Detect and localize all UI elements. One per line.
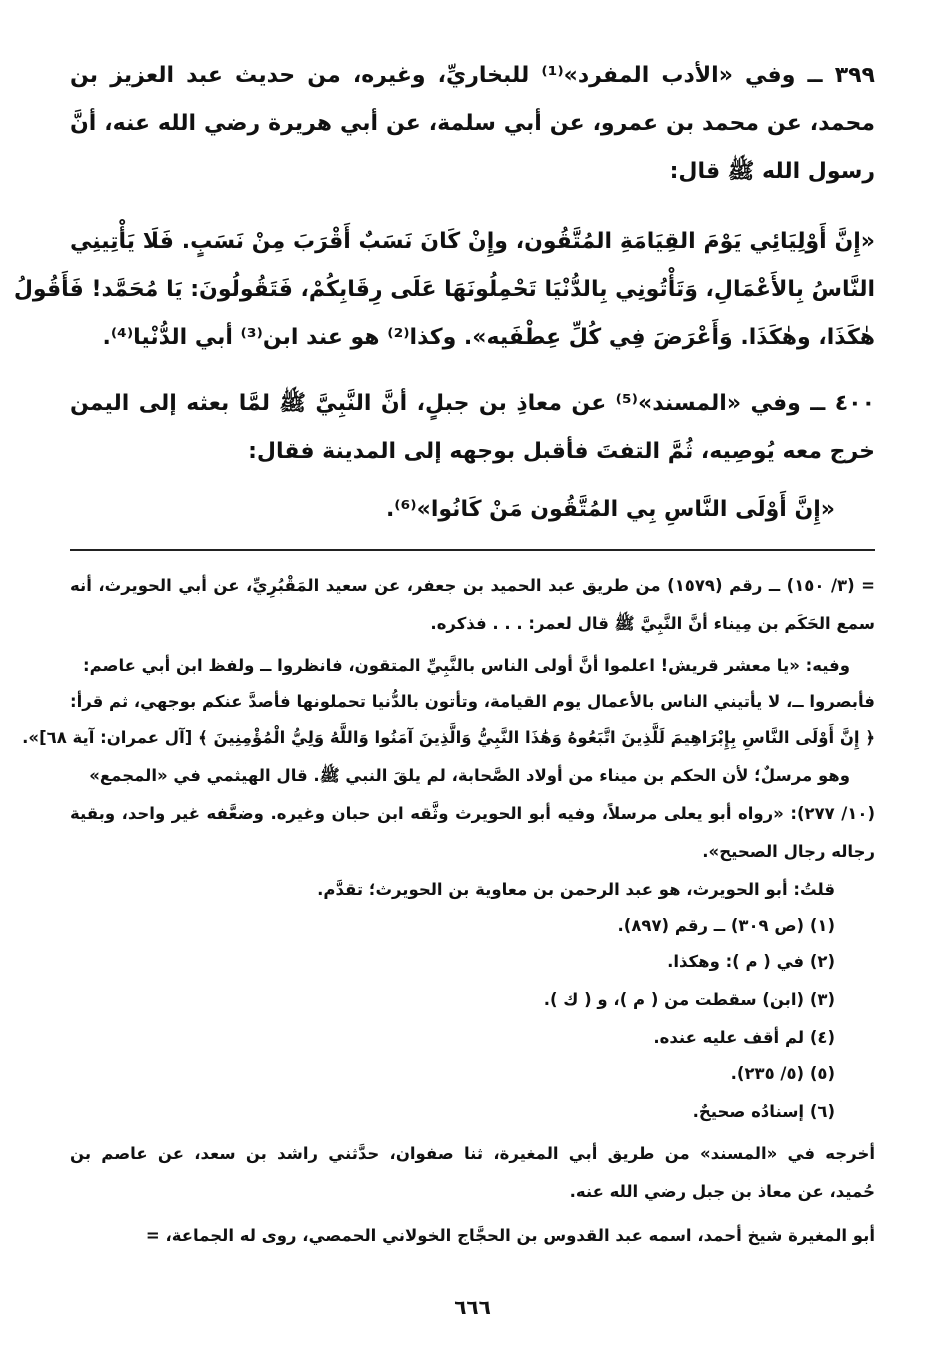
footnote-item-6: (٦) إسنادُه صحيحٌ. xyxy=(692,1102,835,1121)
footnote-item-5: (٥) (٥/ ٢٣٥). xyxy=(730,1064,835,1083)
quote-400-line-1: «إِنَّ أَوْلَى النَّاسِ بِي المُتَّقُون مَنْ كَانُوا»⁽⁶⁾. xyxy=(385,497,835,522)
footnote-item-3: (٣) (ابن) سقطت من ( م )، و ( ك ). xyxy=(543,990,835,1009)
footnote-mursal-line-1: وهو مرسلٌ؛ لأن الحكم بن ميناء من أولاد الصَّحابة، لم يلقَ النبي ﷺ. قال الهيثمي في «المجمع» xyxy=(89,766,850,785)
footnote-item-4: (٤) لم أقف عليه عنده. xyxy=(653,1028,835,1047)
footnote-qultu: قلتُ: أبو الحويرث، هو عبد الرحمن بن معاوية بن الحويرث؛ تقدَّم. xyxy=(317,880,835,899)
footnote-wafihi-line-1: وفيه: «يا معشر قريش! اعلموا أنَّ أولى الناس بالنَّبِيِّ المتقون، فانظروا ــ ولفظ ابن أبي عاصم: xyxy=(82,656,850,675)
footnote-item-2: (٢) في ( م ): وهكذا. xyxy=(667,952,835,971)
footnote-wafihi-line-2: فأبصروا ــ، لا يأتيني الناس بالأعمال يوم القيامة، وتأتون بالدُّنيا تحملونها فأصدَّ عنكم بوجهي، ثم قرأ: xyxy=(69,692,875,711)
footnote-akhrajahu-line-2: حُميد، عن معاذ بن جبل رضي الله عنه. xyxy=(569,1182,875,1201)
footnote-mursal-line-3: رجاله رجال الصحيح». xyxy=(702,842,875,861)
hadith-399-line-3: رسول الله ﷺ قال: xyxy=(669,159,875,184)
footnote-abu-mughira-line-1: أبو المغيرة شيخ أحمد، اسمه عبد القدوس بن الحجَّاج الخولاني الحمصي، روى له الجماعة، = xyxy=(145,1226,875,1245)
footnote-continuation-line-2: سمع الحَكَم بن مِيناء أنَّ النَّبِيَّ ﷺ قال لعمر: . . . فذكره. xyxy=(430,614,875,633)
footnote-akhrajahu-line-1: أخرجه في «المسند» من طريق أبي المغيرة، ثنا صفوان، حدَّثني راشد بن سعد، عن عاصم بن xyxy=(70,1144,875,1163)
hadith-400-line-1: ٤٠٠ ــ وفي «المسند»⁽⁵⁾ عن معاذِ بن جبلٍ، أنَّ النَّبِيَّ ﷺ لمَّا بعثه إلى اليمن xyxy=(70,391,876,416)
footnote-mursal-line-2: (١٠/ ٢٧٧): «رواه أبو يعلى مرسلاً، وفيه أبو الحويرث وثَّقه ابن حبان وغيره. وضعَّفه غير واحد، وبقية xyxy=(70,804,875,823)
hadith-399-line-2: محمد، عن محمد بن عمرو، عن أبي سلمة، عن أبي هريرة رضي الله عنه، أنَّ xyxy=(70,111,875,136)
footnote-continuation-line-1: = (٣/ ١٥٠) ــ رقم (١٥٧٩) من طريق عبد الحميد بن جعفر، عن سعيد المَقْبُرِيِّ، عن أبي الحويرث، أنه xyxy=(70,576,875,595)
hadith-399-line-1: ٣٩٩ ــ وفي «الأدب المفرد»⁽¹⁾ للبخاريِّ، وغيره، من حديث عبد العزيز بن xyxy=(70,63,875,88)
footnote-wafihi-line-3: ﴿ إِنَّ أَوْلَى النَّاسِ بِإِبْرَاهِيمَ لَلَّذِينَ اتَّبَعُوهُ وَهَٰذَا النَّبِيُّ وَالَّذِينَ آمَنُوا وَاللَّهُ وَلِيُّ الْمُؤْمِنِينَ ﴾ [آل عمران: آية ٦٨]». xyxy=(22,728,875,747)
quote-399-line-2: النَّاسُ بِالأَعْمَالِ، وَتَأْتُونِي بِالدُّنْيَا تَحْمِلُونَهَا عَلَى رِقَابِكُمْ، فَتَقُولُونَ: يَا مُحَمَّد! فَأَقُولُ xyxy=(13,277,875,302)
footnote-separator xyxy=(70,549,875,551)
quote-399-line-1: «إِنَّ أَوْلِيَائِي يَوْمَ القِيَامَةِ المُتَّقُون، وإِنْ كَانَ نَسَبٌ أَقْرَبَ مِنْ نَسَبٍ. فَلَا يَأْتِينِي xyxy=(70,229,875,254)
quote-399-line-3: هٰكَذَا، وهٰكَذَا. وَأَعْرَضَ فِي كُلِّ عِطْفَيه». وكذا⁽²⁾ هو عند ابن⁽³⁾ أبي الدُّنْيا⁽⁴⁾. xyxy=(102,325,875,350)
hadith-400-line-2: خرج معه يُوصِيه، ثُمَّ التفتَ فأقبل بوجهه إلى المدينة فقال: xyxy=(248,439,875,464)
page-number: ٦٦٦ xyxy=(454,1295,491,1319)
footnote-item-1: (١) (ص ٣٠٩) ــ رقم (٨٩٧). xyxy=(617,916,835,935)
